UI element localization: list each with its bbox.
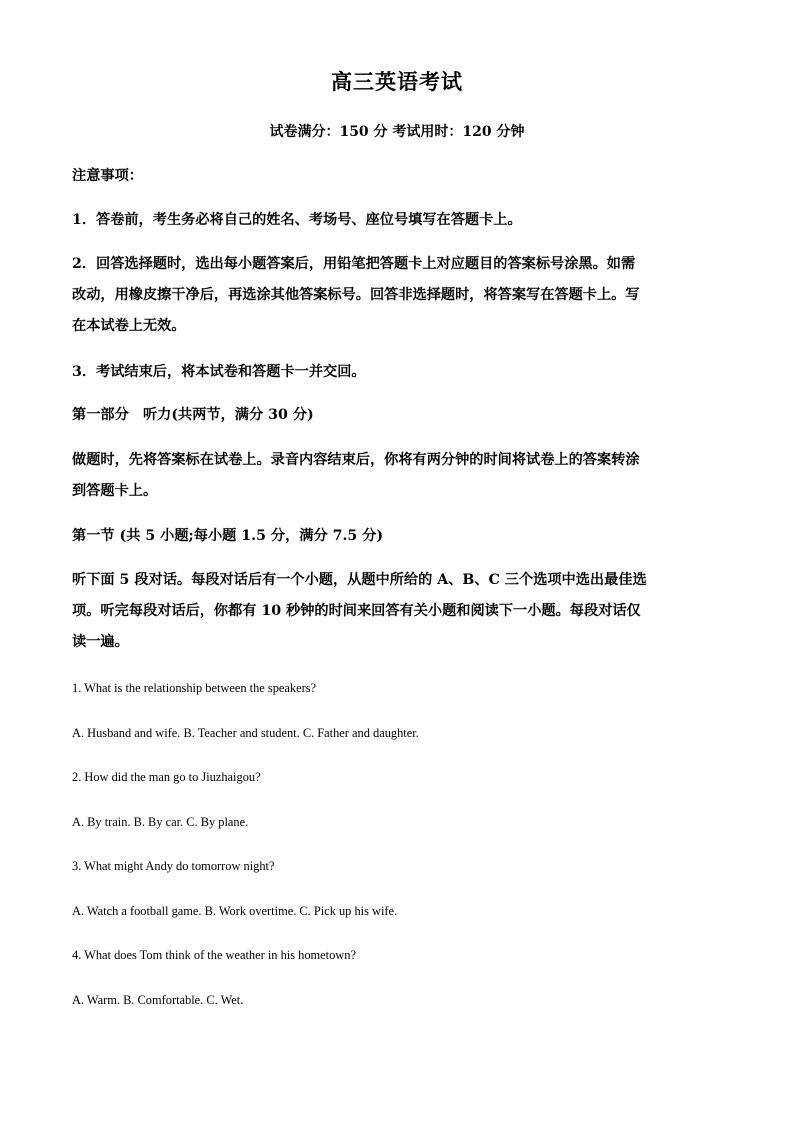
section1-instructions: [72, 565, 724, 658]
question-3-options: A. Watch a football game. B. Work overtime. C. Pick up his wife.: [72, 904, 398, 918]
part1-instructions-line-2: 到答题卡上。: [72, 483, 158, 499]
question-2-stem: 2. How did the man go to Jiuzhaigou?: [72, 770, 261, 784]
question-4-stem: 4. What does Tom think of the weather in his hometown?: [72, 948, 356, 962]
section1-instructions-line-2: 项。听完每段对话后，你都有 10 秒钟的时间来回答有关小题和阅读下一小题。每段对话仅: [72, 603, 641, 619]
section1-heading: 第一节 (共 5 小题;每小题 1.5 分，满分 7.5 分): [72, 528, 384, 544]
question-1-stem: 1. What is the relationship between the speakers?: [72, 681, 317, 695]
notice-item-2: [72, 249, 724, 342]
notice-item-2-line-2: 改动，用橡皮擦干净后，再选涂其他答案标号。回答非选择题时，将答案写在答题卡上。写: [72, 287, 640, 303]
question-3-stem: 3. What might Andy do tomorrow night?: [72, 859, 275, 873]
notice-item-2-line-1: 2．回答选择题时，选出每小题答案后，用铅笔把答题卡上对应题目的答案标号涂黑。如需: [72, 256, 636, 272]
question-1-options: A. Husband and wife. B. Teacher and student. C. Father and daughter.: [72, 726, 419, 740]
notice-item-2-line-3: 在本试卷上无效。: [72, 318, 186, 334]
section1-instructions-line-3: 读一遍。: [72, 634, 129, 650]
notice-heading: 注意事项：: [72, 168, 143, 184]
part1-heading: 第一部分 听力(共两节，满分 30 分): [72, 407, 314, 423]
part1-instructions-line-1: 做题时，先将答案标在试卷上。录音内容结束后，你将有两分钟的时间将试卷上的答案转涂: [72, 452, 640, 468]
part1-instructions: [72, 445, 724, 507]
section1-instructions-line-1: 听下面 5 段对话。每段对话后有一个小题，从题中所给的 A、B、C 三个选项中选出最佳选: [72, 572, 647, 588]
page-title: 高三英语考试: [331, 69, 463, 94]
notice-item-3: 3．考试结束后，将本试卷和答题卡一并交回。: [72, 364, 366, 380]
notice-item-1: 1．答卷前，考生务必将自己的姓名、考场号、座位号填写在答题卡上。: [72, 212, 522, 228]
exam-info: 试卷满分：150 分 考试用时：120 分钟: [269, 124, 525, 140]
question-2-options: A. By train. B. By car. C. By plane.: [72, 815, 249, 829]
question-4-options: A. Warm. B. Comfortable. C. Wet.: [72, 993, 244, 1007]
